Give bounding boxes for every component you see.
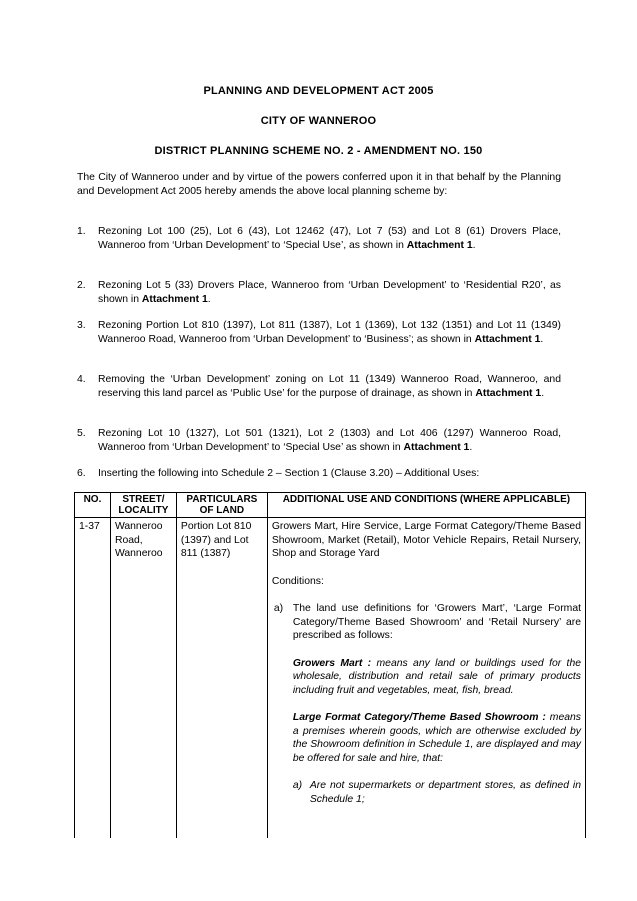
showroom-condition-a-text: Are not supermarkets or department stores, as defined in Schedule 1; (309, 780, 581, 805)
amendment-item-6 (77, 467, 561, 481)
item-attachment: Attachment 1 (403, 441, 470, 453)
header-additional-use: ADDITIONAL USE AND CONDITIONS (WHERE APPLICABLE) (267, 493, 585, 518)
amendment-item-5 (77, 427, 561, 454)
table-row (75, 518, 586, 839)
table-header-row (75, 493, 586, 518)
item-text: Rezoning Lot 10 (1327), Lot 501 (1321), Lot 2 (1303) and Lot 406 (1297) Wanneroo Road, Wanneroo from ‘Urban Development’ to ‘Special Use’ as shown in (98, 428, 561, 453)
header-street-locality: STREET/ LOCALITY (110, 493, 176, 518)
definition-text: means a premises wherein goods, which are otherwise excluded by the Showroom definition in Schedule 1, are displayed and may be offered for sale and hire, that: (292, 712, 581, 764)
condition-a (272, 602, 581, 643)
definition-text: means any land or buildings used for the wholesale, distribution and retail sale of primary products including fruit and vegetables, meat, fish, bread. (292, 657, 582, 696)
definition-large-format-showroom (293, 711, 581, 765)
cell-additional-use (267, 518, 585, 839)
act-title: PLANNING AND DEVELOPMENT ACT 2005 (203, 85, 434, 97)
item-text: Rezoning Lot 100 (25), Lot 6 (43), Lot 12462 (47), Lot 7 (53) and Lot 8 (61) Drovers Place, Wanneroo from ‘Urban Development’ to ‘Special Use’, as shown in (98, 226, 561, 251)
item-end: . (540, 333, 544, 345)
conditions-label: Conditions: (271, 575, 324, 587)
showroom-condition-a (293, 779, 581, 806)
item-attachment: Attachment 1 (474, 333, 541, 345)
amendment-item-2 (77, 279, 561, 306)
city-title: CITY OF WANNEROO (260, 115, 377, 127)
cell-particulars: Portion Lot 810 (1397) and Lot 811 (1387) (176, 518, 267, 839)
intro-paragraph: The City of Wanneroo under and by virtue of the powers conferred upon it in that behalf by the Planning and Development Act 2005 hereby amends the above local planning scheme by: (77, 172, 561, 197)
cell-no: 1-37 (75, 518, 111, 839)
item-text: Rezoning Portion Lot 810 (1397), Lot 811 (1387), Lot 1 (1369), Lot 132 (1351) and Lot 11 (1349) Wanneroo Road, Wanneroo from ‘Urban Development’ to ‘Business’; as shown in (98, 320, 561, 345)
item-end: . (207, 293, 211, 305)
item-number: 2. (77, 280, 86, 291)
item-end: . (541, 387, 545, 399)
additional-uses-list: Growers Mart, Hire Service, Large Format Category/Theme Based Showroom, Market (Retail), Motor Vehicle Repairs, Retail Nursery, Shop and Storage Yard (271, 521, 581, 559)
scheme-title: DISTRICT PLANNING SCHEME NO. 2 - AMENDMENT NO. 150 (154, 145, 483, 157)
item-attachment: Attachment 1 (406, 239, 473, 251)
cell-street: Wanneroo Road, Wanneroo (110, 518, 176, 839)
amendment-item-4 (77, 373, 561, 400)
additional-uses-table (74, 492, 586, 838)
definition-term: Growers Mart : (292, 657, 372, 669)
item-attachment: Attachment 1 (475, 387, 542, 399)
item-text: Removing the ‘Urban Development’ zoning on Lot 11 (1349) Wanneroo Road, Wanneroo, and reserving this land parcel as ‘Public Use’ for the purpose of drainage, as shown in (98, 374, 561, 399)
item-text: Inserting the following into Schedule 2 – Section 1 (Clause 3.20) – Additional Uses: (98, 468, 480, 479)
item-end: . (469, 441, 473, 453)
item-end: . (472, 239, 476, 251)
condition-a-label: a) (273, 603, 284, 614)
header-particulars: PARTICULARS OF LAND (176, 493, 267, 518)
amendment-item-3 (77, 319, 561, 346)
item-text: Rezoning Lot 5 (33) Drovers Place, Wanneroo from ‘Urban Development’ to ‘Residential R20’, as shown in (98, 280, 561, 305)
item-attachment: Attachment 1 (141, 293, 208, 305)
item-number: 5. (77, 428, 86, 439)
definition-growers-mart (293, 657, 581, 698)
item-number: 3. (77, 320, 86, 331)
item-number: 6. (77, 468, 86, 479)
item-number: 1. (77, 226, 86, 237)
amendment-item-1 (77, 225, 561, 252)
showroom-condition-a-label: a) (292, 780, 303, 791)
item-number: 4. (77, 374, 86, 385)
definition-term: Large Format Category/Theme Based Showroom : (292, 712, 546, 723)
condition-a-text: The land use definitions for ‘Growers Mart’, ‘Large Format Category/Theme Based Showroom’ and ‘Retail Nursery’ are prescribed as follows: (292, 603, 581, 641)
header-no: NO. (75, 493, 111, 518)
